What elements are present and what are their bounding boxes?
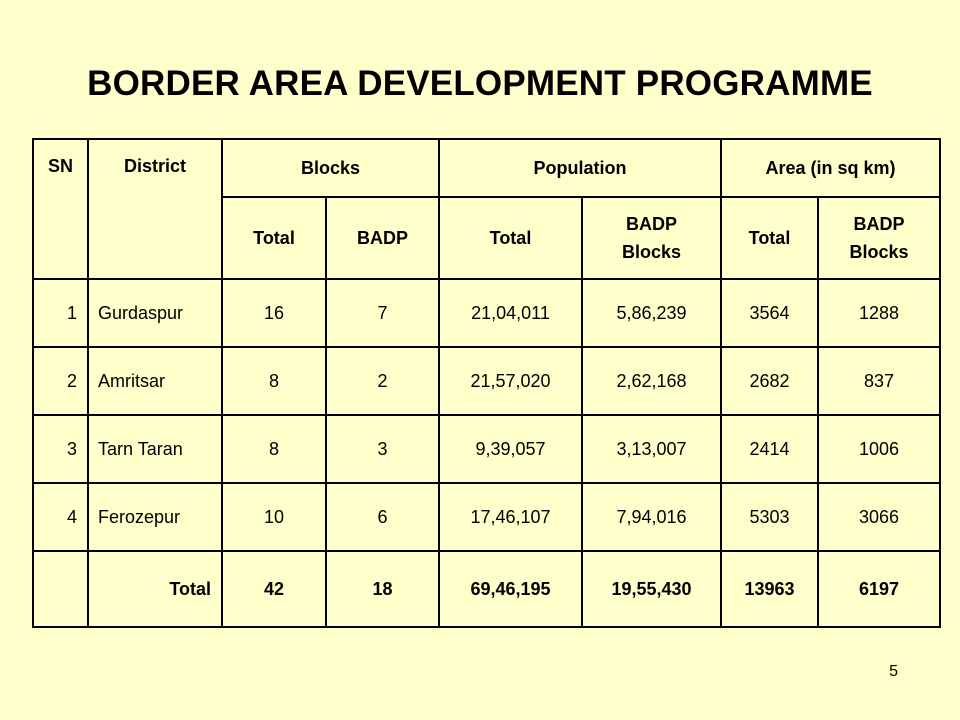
cell-blocks-total: 8 — [222, 347, 326, 415]
cell-blocks-total: 16 — [222, 279, 326, 347]
page-number: 5 — [889, 663, 898, 680]
cell-area-total: 2414 — [721, 415, 818, 483]
subheader-population-total: Total — [439, 197, 582, 279]
cell-total-label: Total — [88, 551, 222, 627]
cell-population-badp: 3,13,007 — [582, 415, 721, 483]
cell-population-badp: 2,62,168 — [582, 347, 721, 415]
cell-total-area-badp: 6197 — [818, 551, 940, 627]
cell-total-blocks-total: 42 — [222, 551, 326, 627]
cell-total-population-total: 69,46,195 — [439, 551, 582, 627]
cell-blocks-badp: 6 — [326, 483, 439, 551]
cell-population-total: 21,57,020 — [439, 347, 582, 415]
page-title: BORDER AREA DEVELOPMENT PROGRAMME — [87, 64, 873, 103]
cell-blocks-total: 8 — [222, 415, 326, 483]
col-header-blocks: Blocks — [222, 139, 439, 197]
cell-population-total: 9,39,057 — [439, 415, 582, 483]
cell-area-badp: 3066 — [818, 483, 940, 551]
col-header-area: Area (in sq km) — [721, 139, 940, 197]
cell-district: Gurdaspur — [88, 279, 222, 347]
cell-sn: 4 — [33, 483, 88, 551]
cell-total-sn-empty — [33, 551, 88, 627]
subheader-blocks-badp: BADP — [326, 197, 439, 279]
cell-area-total: 3564 — [721, 279, 818, 347]
total-row — [33, 551, 940, 627]
cell-sn: 2 — [33, 347, 88, 415]
cell-district: Ferozepur — [88, 483, 222, 551]
cell-area-total: 5303 — [721, 483, 818, 551]
table-row — [33, 279, 940, 347]
cell-population-badp: 7,94,016 — [582, 483, 721, 551]
subheader-area-total: Total — [721, 197, 818, 279]
cell-total-area-total: 13963 — [721, 551, 818, 627]
cell-population-total: 17,46,107 — [439, 483, 582, 551]
table-row — [33, 415, 940, 483]
header-row-main — [33, 139, 940, 197]
table-row — [33, 483, 940, 551]
subheader-blocks-total: Total — [222, 197, 326, 279]
col-header-population: Population — [439, 139, 721, 197]
cell-area-badp: 1288 — [818, 279, 940, 347]
col-header-sn: SN — [33, 139, 88, 279]
cell-blocks-badp: 3 — [326, 415, 439, 483]
table-row — [33, 347, 940, 415]
cell-district: Tarn Taran — [88, 415, 222, 483]
cell-area-badp: 1006 — [818, 415, 940, 483]
cell-total-blocks-badp: 18 — [326, 551, 439, 627]
cell-sn: 3 — [33, 415, 88, 483]
cell-district: Amritsar — [88, 347, 222, 415]
col-header-district: District — [88, 139, 222, 279]
cell-blocks-badp: 2 — [326, 347, 439, 415]
cell-population-total: 21,04,011 — [439, 279, 582, 347]
cell-area-badp: 837 — [818, 347, 940, 415]
cell-sn: 1 — [33, 279, 88, 347]
cell-blocks-badp: 7 — [326, 279, 439, 347]
badp-table — [32, 138, 941, 628]
cell-total-population-badp: 19,55,430 — [582, 551, 721, 627]
cell-blocks-total: 10 — [222, 483, 326, 551]
subheader-population-badp: BADP Blocks — [582, 197, 721, 279]
subheader-area-badp: BADP Blocks — [818, 197, 940, 279]
cell-population-badp: 5,86,239 — [582, 279, 721, 347]
cell-area-total: 2682 — [721, 347, 818, 415]
